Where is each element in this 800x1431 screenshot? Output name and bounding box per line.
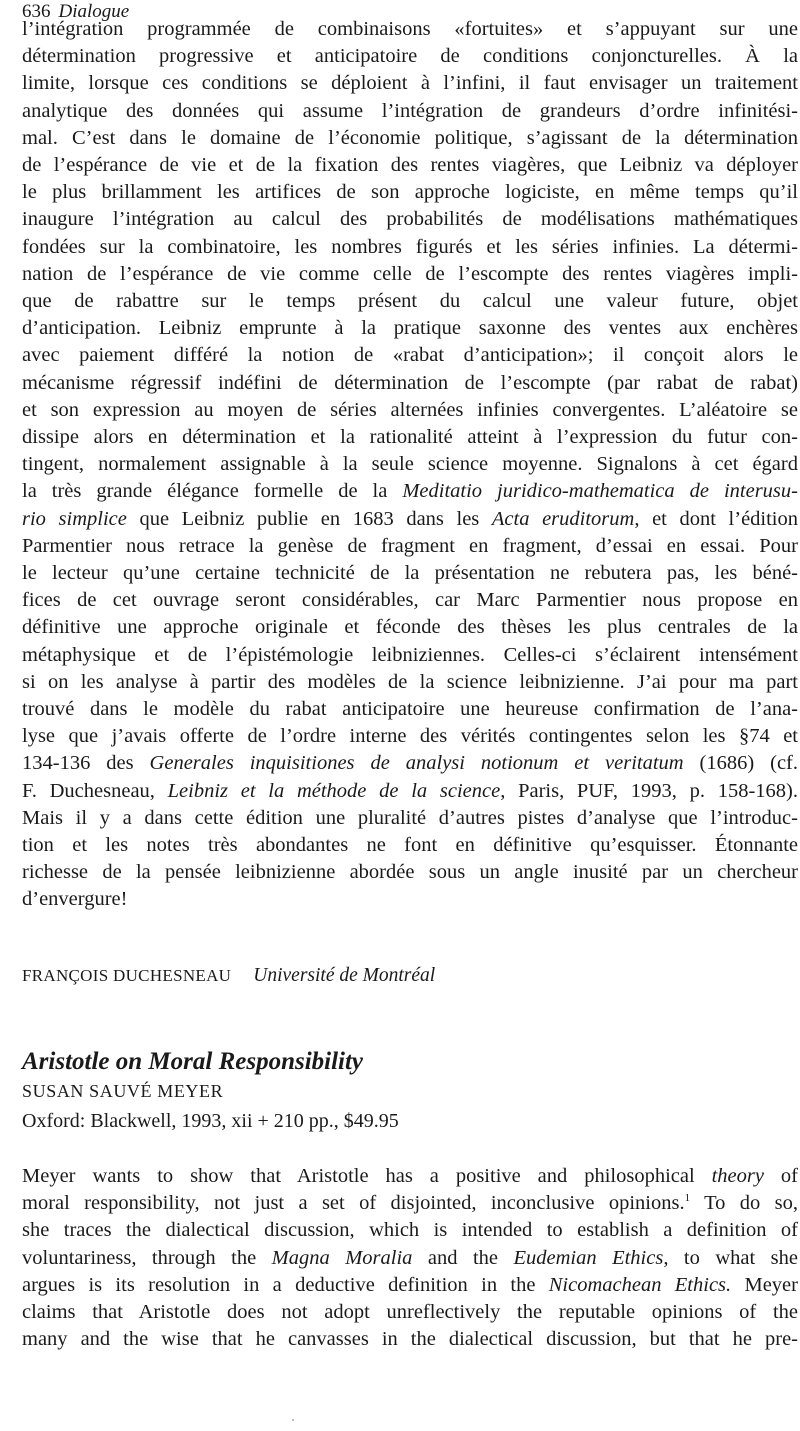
text-run: she traces the dialectical discussion, which is intended to establish a definition of bbox=[22, 1219, 798, 1242]
text-line bbox=[22, 669, 798, 696]
text-run: fices de cet ouvrage seront considérables, car Marc Parmentier nous propose en bbox=[22, 589, 798, 612]
italic-text: Nicomachean Ethics. bbox=[548, 1273, 732, 1296]
text-run: F. Duchesneau, bbox=[22, 779, 168, 802]
text-line bbox=[22, 778, 798, 805]
text-line bbox=[22, 886, 798, 913]
text-line bbox=[22, 98, 798, 125]
reviewed-book-title: Aristotle on Moral Responsibility bbox=[22, 1048, 364, 1075]
italic-text: Meditatio juridico-mathematica de interusu- bbox=[402, 480, 798, 503]
text-line bbox=[22, 43, 798, 70]
reviewed-book-publication: Oxford: Blackwell, 1993, xii + 210 pp., $49.95 bbox=[22, 1110, 399, 1132]
reviewer-name: FRANÇOIS DUCHESNEAU bbox=[22, 966, 232, 985]
text-line bbox=[22, 16, 798, 43]
text-line bbox=[22, 614, 798, 641]
text-run: and the bbox=[412, 1246, 514, 1269]
text-line bbox=[22, 1272, 798, 1299]
text-run: Meyer bbox=[731, 1273, 798, 1296]
text-run: et son expression au moyen de séries alternées infinies convergentes. L’aléatoire se bbox=[22, 398, 798, 421]
text-run: que Leibniz publie en 1683 dans les bbox=[126, 507, 492, 530]
text-line bbox=[22, 288, 798, 315]
text-run: que de rabattre sur le temps présent du calcul une valeur future, objet bbox=[22, 290, 798, 312]
text-run: (1686) (cf. bbox=[683, 752, 799, 775]
text-run: tion et les notes très abondantes ne font en définitive qu’esquisser. Étonnante bbox=[22, 834, 798, 856]
text-line bbox=[22, 342, 798, 369]
text-run: définitive une approche originale et féconde des thèses les plus centrales de la bbox=[22, 616, 798, 639]
text-line bbox=[22, 1299, 798, 1326]
text-line bbox=[22, 723, 798, 750]
text-line bbox=[22, 478, 798, 505]
text-line bbox=[22, 152, 798, 179]
text-line bbox=[22, 1217, 798, 1244]
text-run: mécanisme régressif indéfini de détermination de l’escompte (par rabat de rabat) bbox=[22, 371, 798, 394]
text-run: détermination progressive et anticipatoire de conditions conjoncturelles. À la bbox=[22, 45, 798, 68]
text-run: si on les analyse à partir des modèles de la science leibnizienne. J’ai pour ma part bbox=[22, 670, 798, 693]
text-line bbox=[22, 179, 798, 206]
text-run: to what she bbox=[668, 1246, 798, 1269]
text-line bbox=[22, 533, 798, 560]
italic-text: Eudemian Ethics, bbox=[513, 1246, 669, 1269]
italic-text: rio simplice bbox=[22, 507, 127, 530]
text-run: dissipe alors en détermination et la rationalité atteint à l’expression du futur con- bbox=[22, 426, 798, 448]
text-run: fondées sur la combinatoire, les nombres figurés et les séries infinies. La détermi- bbox=[22, 235, 798, 258]
italic-text: Magna Moralia bbox=[271, 1246, 413, 1269]
text-run: le plus brillamment les artifices de son approche logiciste, en même temps qu’il bbox=[22, 181, 798, 204]
footnote-marker[interactable]: 1 bbox=[684, 1192, 691, 1205]
text-line bbox=[22, 1163, 798, 1190]
text-run: richesse de la pensée leibnizienne abordée sous un angle inusité par un chercheur bbox=[22, 861, 798, 884]
text-run: limite, lorsque ces conditions se déploient à l’infini, il faut envisager un traitement bbox=[22, 72, 798, 95]
text-line bbox=[22, 560, 798, 587]
reviewer-affiliation: Université de Montréal bbox=[253, 965, 436, 986]
text-run: la très grande élégance formelle de la bbox=[22, 480, 403, 503]
text-run: , Paris, PUF, 1993, p. 158-168). bbox=[500, 779, 798, 802]
text-run: l’intégration programmée de combinaisons «fortuites» et s’appuyant sur une bbox=[22, 18, 798, 40]
text-line bbox=[22, 261, 798, 288]
text-line bbox=[22, 859, 798, 886]
text-run: claims that Aristotle does not adopt unreflectively the reputable opinions of the bbox=[22, 1301, 798, 1323]
text-run: d’envergure! bbox=[22, 888, 128, 911]
text-run: de l’espérance de vie et de la fixation des rentes viagères, que Leibniz va déployer bbox=[22, 154, 798, 176]
text-run: Parmentier nous retrace la genèse de fragment en fragment, d’essai en essai. Pour bbox=[22, 534, 798, 557]
text-run: avec paiement différé la notion de «rabat d’anticipation»; il conçoit alors le bbox=[22, 344, 798, 367]
reviewed-book-author: SUSAN SAUVÉ MEYER bbox=[22, 1081, 224, 1101]
text-line bbox=[22, 832, 798, 859]
text-run: Mais il y a dans cette édition une pluralité d’autres pistes d’analyse que l’introduc- bbox=[22, 806, 798, 829]
page-number: 636 bbox=[22, 1, 51, 22]
text-run: le lecteur qu’une certaine technicité de la présentation ne rebutera pas, les béné- bbox=[22, 562, 798, 584]
text-line bbox=[22, 642, 798, 669]
text-line bbox=[22, 370, 798, 397]
reviewer-signature bbox=[22, 965, 435, 987]
text-run: nation de l’espérance de vie comme celle de l’escompte des rentes viagères impli- bbox=[22, 262, 798, 285]
text-line bbox=[22, 696, 798, 723]
italic-text: Leibniz et la méthode de la science bbox=[167, 779, 501, 802]
text-run: 134-136 des bbox=[22, 752, 150, 775]
text-run: To do so, bbox=[690, 1192, 798, 1215]
text-line bbox=[22, 234, 798, 261]
section-title: Dialogue bbox=[58, 1, 130, 22]
text-line bbox=[22, 125, 798, 152]
text-line bbox=[22, 1326, 798, 1353]
text-line bbox=[22, 206, 798, 233]
text-run: of bbox=[763, 1165, 798, 1187]
text-run: d’anticipation. Leibniz emprunte à la pratique saxonne des ventes aux enchères bbox=[22, 317, 798, 340]
text-run: mal. C’est dans le domaine de l’économie politique, s’agissant de la détermination bbox=[22, 126, 798, 149]
italic-text: theory bbox=[711, 1165, 764, 1187]
italic-text: Generales inquisitiones de analysi notionum et veritatum bbox=[149, 752, 684, 775]
text-line bbox=[22, 397, 798, 424]
text-run: métaphysique et de l’épistémologie leibniziennes. Celles-ci s’éclairent intensément bbox=[22, 643, 798, 666]
text-line bbox=[22, 451, 798, 478]
text-line bbox=[22, 506, 798, 533]
text-run: argues is its resolution in a deductive definition in the bbox=[22, 1273, 549, 1296]
text-run: inaugure l’intégration au calcul des probabilités de modélisations mathématiques bbox=[22, 208, 798, 231]
text-run: Meyer wants to show that Aristotle has a positive and philosophical bbox=[22, 1165, 712, 1187]
text-run: voluntariness, through the bbox=[22, 1246, 272, 1269]
text-run: analytique des données qui assume l’intégration de grandeurs d’ordre infinitési- bbox=[22, 99, 798, 122]
text-line bbox=[22, 1190, 798, 1217]
text-line bbox=[22, 587, 798, 614]
text-line bbox=[22, 750, 798, 777]
text-line bbox=[22, 70, 798, 97]
scan-speck bbox=[292, 1419, 294, 1421]
text-line bbox=[22, 805, 798, 832]
text-run: many and the wise that he canvasses in the dialectical discussion, but that he pre- bbox=[22, 1328, 798, 1351]
italic-text: Acta eruditorum bbox=[491, 507, 635, 530]
text-run: lyse que j’avais offerte de l’ordre interne des vérités contingentes selon les §74 et bbox=[22, 725, 798, 748]
text-run: tingent, normalement assignable à la seule science moyenne. Signalons à cet égard bbox=[22, 453, 798, 476]
text-line bbox=[22, 424, 798, 451]
text-line bbox=[22, 1245, 798, 1272]
text-run: , et dont l’édition bbox=[634, 507, 798, 530]
text-run: trouvé dans le modèle du rabat anticipatoire une heureuse confirmation de l’ana- bbox=[22, 698, 798, 720]
text-line bbox=[22, 315, 798, 342]
text-run: moral responsibility, not just a set of disjointed, inconclusive opinions. bbox=[22, 1192, 685, 1215]
